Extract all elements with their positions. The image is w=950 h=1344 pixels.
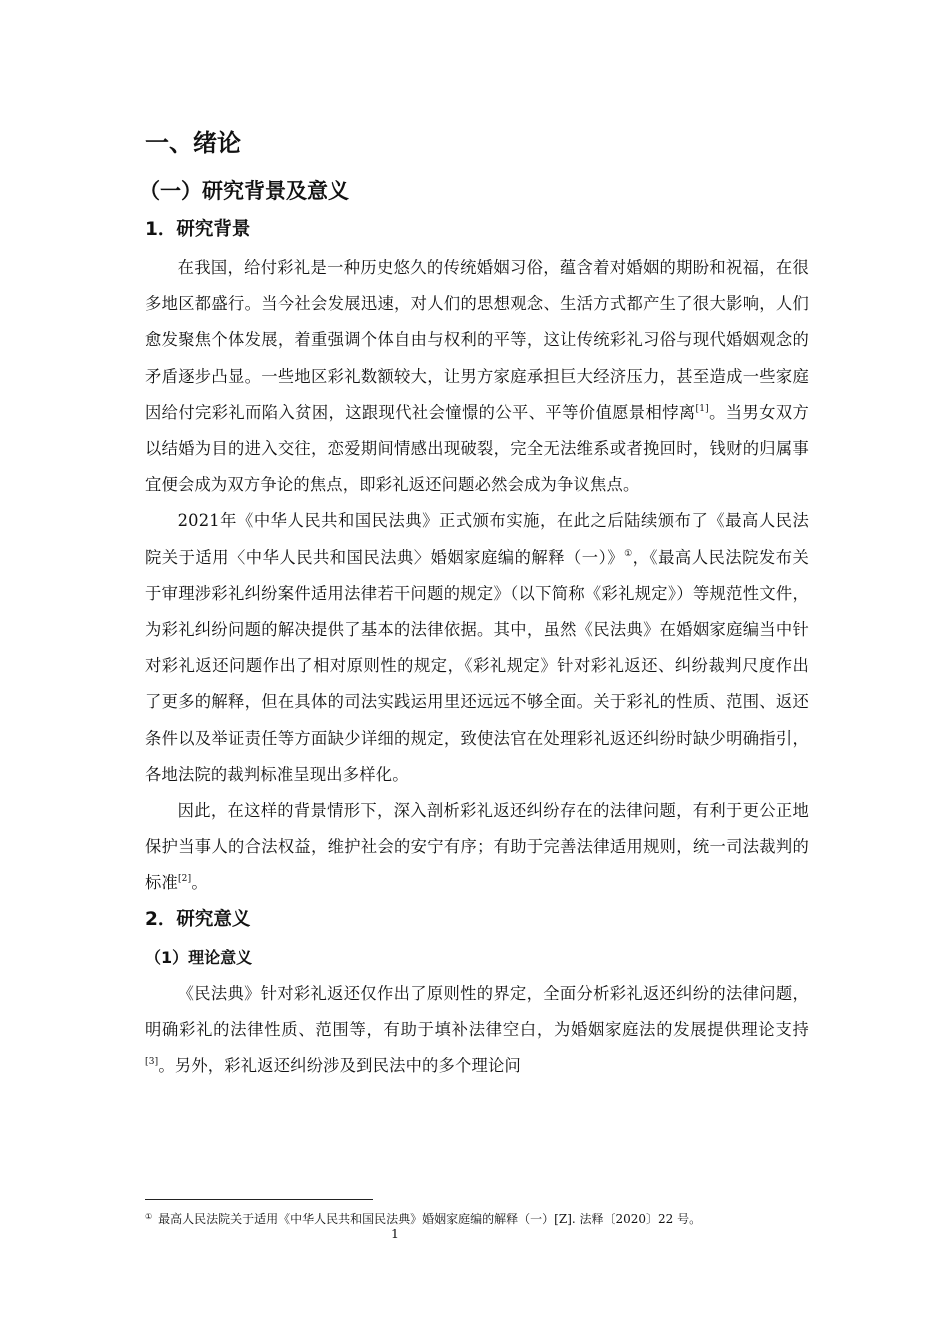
paragraph-text: 《民法典》针对彩礼返还仅作出了原则性的界定，全面分析彩礼返还纠纷的法律问题，明确彩礼的法律性质、范围等，有助于填补法律空白，为婚姻家庭法的发展提供理论支持 <box>145 983 809 1039</box>
footnote <box>145 1208 845 1228</box>
footnote-text: 最高人民法院关于适用《中华人民共和国民法典》婚姻家庭编的解释（一）[Z]. 法释〔2020〕22 号。 <box>158 1212 702 1226</box>
footnote-mark: ① <box>145 1212 153 1221</box>
paragraph-background-3 <box>145 793 809 902</box>
subsubsection-heading-theory: （1）理论意义 <box>145 947 253 967</box>
chapter-heading: 一、绪论 <box>145 129 241 157</box>
paragraph-theory-1 <box>145 976 809 1085</box>
page-body <box>139 122 810 1084</box>
paragraph-background-1 <box>145 250 809 503</box>
footnote-ref: ① <box>624 548 633 559</box>
subsection-heading-background: 1．研究背景 <box>145 219 251 240</box>
page-number: 1 <box>391 1226 399 1241</box>
subsection-heading-significance: 2．研究意义 <box>145 908 251 930</box>
paragraph-text: 。 <box>191 873 208 893</box>
section-heading: （一）研究背景及意义 <box>139 179 349 203</box>
footnote-separator <box>145 1199 373 1200</box>
citation-ref: [3] <box>145 1057 159 1068</box>
paragraph-text: 。另外，彩礼返还纠纷涉及到民法中的多个理论问 <box>158 1056 521 1076</box>
citation-ref: [1] <box>695 403 709 414</box>
paragraph-text: 因此，在这样的背景情形下，深入剖析彩礼返还纠纷存在的法律问题，有利于更公正地保护当事人的合法权益，维护社会的安宁有序；有助于完善法律适用规则，统一司法裁判的标准 <box>145 801 809 893</box>
paragraph-text: ，《最高人民法院发布关于审理涉彩礼纠纷案件适用法律若干问题的规定》（以下简称《彩礼规定》）等规范性文件，为彩礼纠纷问题的解决提供了基本的法律依据。其中，虽然《民法典》在婚姻家庭编当中针对彩礼返还问题作出了相对原则性的规定，《彩礼规定》针对彩礼返还、纠纷裁判尺度作出了更多的解释，但在具体的司法实践运用里还远远不够全面。关于彩礼的性质、范围、返还条件以及举证责任等方面缺少详细的规定，致使法官在处理彩礼返还纠纷时缺少明确指引，各地法院的裁判标准呈现出多样化。 <box>145 547 809 784</box>
paragraph-text: 在我国，给付彩礼是一种历史悠久的传统婚姻习俗，蕴含着对婚姻的期盼和祝福，在很多地区都盛行。当今社会发展迅速，对人们的思想观念、生活方式都产生了很大影响，人们愈发聚焦个体发展，着重强调个体自由与权利的平等，这让传统彩礼习俗与现代婚姻观念的矛盾逐步凸显。一些地区彩礼数额较大，让男方家庭承担巨大经济压力，甚至造成一些家庭因给付完彩礼而陷入贫困，这跟现代社会憧憬的公平、平等价值愿景相悖离 <box>145 258 809 422</box>
citation-ref: [2] <box>177 874 192 885</box>
paragraph-background-2 <box>145 503 809 793</box>
paragraph-text: 2021年《中华人民共和国民法典》正式颁布实施，在此之后陆续颁布了《最高人民法院关于适用〈中华人民共和国民法典〉婚姻家庭编的解释（一）》 <box>145 511 809 567</box>
paragraph-text: 。当男女双方以结婚为目的进入交往，恋爱期间情感出现破裂，完全无法维系或者挽回时，钱财的归属事宜便会成为双方争论的焦点，即彩礼返还问题必然会成为争议焦点。 <box>145 402 810 495</box>
